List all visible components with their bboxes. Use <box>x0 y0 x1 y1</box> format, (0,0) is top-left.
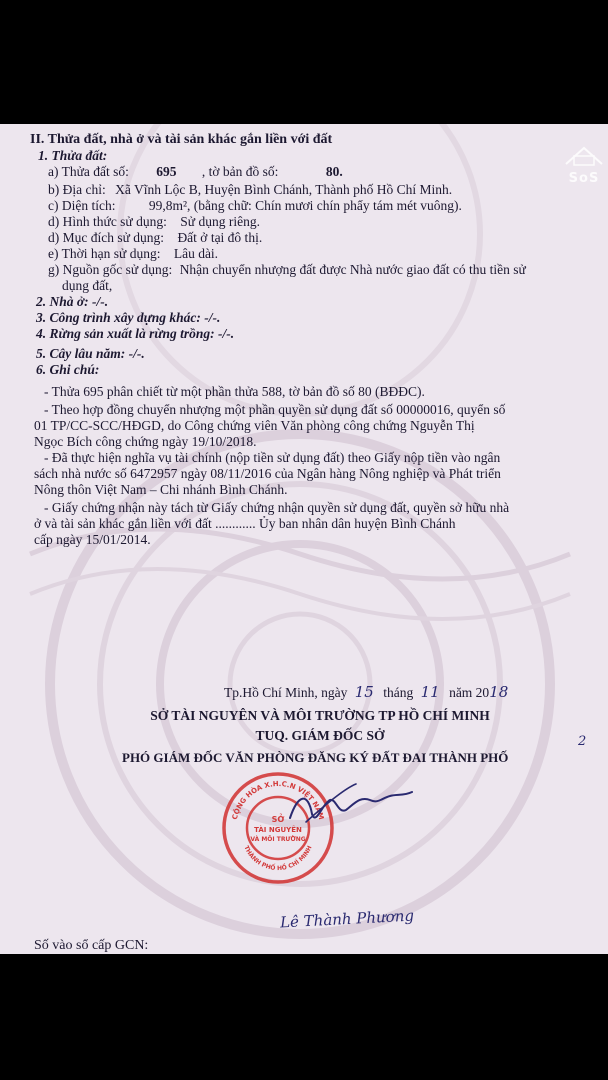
purpose-label: d) Mục đích sử dụng: <box>48 230 165 245</box>
usage-form-label: d) Hình thức sử dụng: <box>48 214 167 229</box>
note-line: 01 TP/CC-SCC/HĐGD, do Công chứng viên Văn phòng công chứng Nguyễn Thị <box>34 418 475 433</box>
notes-heading: 6. Ghi chú: <box>36 362 100 377</box>
date-year: 18 <box>489 683 509 701</box>
note-line: Nông thôn Việt Nam – Chi nhánh Bình Chánh. <box>34 482 288 497</box>
term-row <box>48 246 218 262</box>
date-prefix: Tp.Hồ Chí Minh, ngày <box>224 685 348 700</box>
note-line: ở và tài sản khác gắn liền với đất ............ Ủy ban nhân dân huyện Bình Chánh <box>34 516 456 531</box>
address-row <box>48 182 452 198</box>
construction-line: 3. Công trình xây dựng khác: -/-. <box>36 310 221 325</box>
land-heading: 1. Thửa đất: <box>38 148 108 163</box>
certificate-page <box>0 124 608 954</box>
origin-value: Nhận chuyển nhượng đất được Nhà nước giao đất có thu tiền sử <box>179 262 526 277</box>
purpose-value: Đất ở tại đô thị. <box>177 230 263 245</box>
area-value: 99,8m², (bằng chữ: Chín mươi chín phẩy tám mét vuông). <box>148 198 462 213</box>
date-day: 15 <box>354 683 374 701</box>
address-value: Xã Vĩnh Lộc B, Huyện Bình Chánh, Thành phố Hồ Chí Minh. <box>115 182 453 197</box>
note-line: sách nhà nước số 6472957 ngày 08/11/2016 của Ngân hàng Nông nghiệp và Phát triển <box>34 466 501 481</box>
watermark-text: SoS <box>568 171 600 186</box>
watermark <box>564 144 604 186</box>
area-label: c) Diện tích: <box>48 198 116 213</box>
perennial-line: 5. Cây lâu năm: -/-. <box>36 346 145 361</box>
term-value: Lâu dài. <box>173 246 219 261</box>
origin-value-cont: dụng đất, <box>62 278 113 293</box>
month-prefix: tháng <box>383 685 414 700</box>
map-number: 80. <box>325 164 343 179</box>
seal-bottom-text: THÀNH PHỐ HỒ CHÍ MINH <box>242 844 314 873</box>
note-line: cấp ngày 15/01/2014. <box>34 532 151 547</box>
gcn-register-label: Số vào sổ cấp GCN: <box>34 938 149 953</box>
purpose-row <box>48 230 262 246</box>
seal-center-2: TÀI NGUYÊN <box>254 826 302 834</box>
note-line: - Thửa 695 phân chiết từ một phần thửa 588, tờ bản đồ số 80 (BĐĐC). <box>44 384 425 399</box>
usage-form-row <box>48 214 260 230</box>
area-row <box>48 198 462 214</box>
note-line: Ngọc Bích công chứng ngày 19/10/2018. <box>34 434 257 449</box>
house-line: 2. Nhà ở: -/-. <box>36 294 109 309</box>
year-prefix: năm 20 <box>449 685 490 700</box>
agency-name: SỞ TÀI NGUYÊN VÀ MÔI TRƯỜNG TP HỒ CHÍ MINH <box>150 708 490 723</box>
section-title: II. Thửa đất, nhà ở và tài sản khác gắn liền với đất <box>30 132 333 147</box>
seal-center-1: SỞ <box>271 815 285 824</box>
forest-line: 4. Rừng sản xuất là rừng trồng: -/-. <box>36 326 235 341</box>
signer-name: Lê Thành Phương <box>279 906 415 932</box>
seal-center-3: VÀ MÔI TRƯỜNG <box>250 836 306 843</box>
usage-form-value: Sử dụng riêng. <box>180 214 260 229</box>
house-logo-icon <box>564 144 604 166</box>
term-label: e) Thời hạn sử dụng: <box>48 246 161 261</box>
seal-outer-text: CỘNG HÒA X.H.C.N VIỆT NAM <box>230 779 326 821</box>
date-month: 11 <box>420 683 440 701</box>
parcel-label: a) Thửa đất số: <box>48 164 129 179</box>
parcel-number: 695 <box>156 164 177 179</box>
note-line: - Đã thực hiện nghĩa vụ tài chính (nộp tiền sử dụng đất) theo Giấy nộp tiền vào ngân <box>44 450 501 465</box>
parcel-row <box>48 164 343 180</box>
issue-date <box>224 684 508 701</box>
signer-position: PHÓ GIÁM ĐỐC VĂN PHÒNG ĐĂNG KÝ ĐẤT ĐAI THÀNH PHỐ <box>122 750 509 765</box>
note-line: - Theo hợp đồng chuyển nhượng một phần quyền sử dụng đất số 00000016, quyển số <box>44 402 506 417</box>
map-label: , tờ bản đồ số: <box>201 164 279 179</box>
handwritten-signature <box>286 774 416 834</box>
origin-label: g) Nguồn gốc sử dụng: <box>48 262 173 277</box>
address-label: b) Địa chỉ: <box>48 182 106 197</box>
note-line: - Giấy chứng nhận này tách từ Giấy chứng nhận quyền sử dụng đất, quyền sở hữu nhà <box>44 500 510 515</box>
on-behalf: TUQ. GIÁM ĐỐC SỞ <box>255 728 385 743</box>
corner-mark: 2 <box>578 734 587 749</box>
origin-row <box>48 262 526 278</box>
